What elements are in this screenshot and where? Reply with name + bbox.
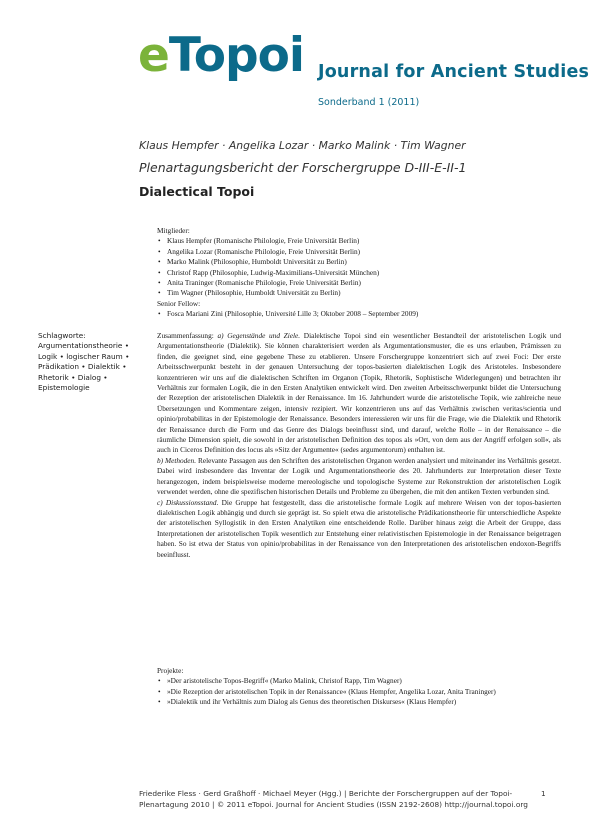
section-a-heading: a) Gegenstände und Ziele. (217, 331, 301, 340)
projects-heading: Projekte: (157, 666, 184, 675)
footer-line-2: Plenartagung 2010 | © 2011 eTopoi. Journal for Ancient Studies (ISSN 2192-2608) http://journal.topoi.org (139, 799, 528, 809)
abstract (157, 331, 561, 560)
keyword: Dialog (77, 372, 101, 382)
keyword: Dialektik (87, 362, 120, 372)
page-footer (139, 789, 559, 810)
senior-fellow-item: • Fosca Mariani Zini (Philosophie, Université Lille 3; Oktober 2008 – September 2009) (157, 309, 457, 319)
senior-fellow-heading: Senior Fellow: (157, 298, 201, 308)
logo-e-letter: e (138, 28, 169, 83)
projects-list (157, 676, 561, 707)
group-title: Dialectical Topoi (139, 184, 255, 199)
abstract-section-c (157, 498, 561, 560)
project-item: • »Die Rezeption der aristotelischen Topik in der Renaissance« (Klaus Hempfer, Angelika Lozar, Anita Traninger) (157, 687, 561, 697)
logo-topoi-word: Topoi (168, 28, 305, 83)
members-block (157, 226, 457, 320)
member-item: • Angelika Lozar (Romanische Philologie, Freie Universität Berlin) (157, 247, 457, 257)
project-item: • »Dialektik und ihr Verhältnis zum Dialog als Genus des theoretischen Diskurses« (Klaus Hempfer) (157, 697, 561, 707)
abstract-section-a (157, 331, 561, 456)
keywords-block: Schlagworte: Argumentationstheorie • Logik • logischer Raum • Prädikation • Dialektik • Rhetorik • Dialog • Epistemologie (38, 331, 130, 393)
keyword: Rhetorik (38, 372, 69, 382)
section-c-text: Die Gruppe hat festgestellt, dass die aristotelische formale Logik auf mehrere Weisen von der topos-basierten dialektischen Logik abhängig und durch sie geprägt ist. So spielt etwa die aristotelische Prädikationstheorie für unterschiedliche Aspekte der aristotelischen Syllogistik in den Ersten Analytiken eine entscheidende Rolle. Darüber hinaus zeigt die Arbeit der Gruppe, dass Interpretationen der aristotelischen Topik wesentlich zur Entstehung einer relativistischen Epistemologie in der Renaissance beigetragen haben. So ist etwa der Status von opinio/probabilitas in der Renaissance von den Interpretationen des aristotelischen endoxon-Begriffs beeinflusst. (157, 497, 561, 559)
section-a-text: Dialektische Topoi sind ein wesentlicher Bestandteil der aristotelischen Logik und Argumentationstheorie (Dialektik). Sie können charakterisiert werden als Argumentationsmuster, die es uns erlauben, Prämissen zu finden, die geeignet sind, eine gegebene These zu etablieren. Unsere Forschergruppe konzentriert sich auf zwei Foci: Der erste Arbeitsschwerpunkt besteht in der genauen Untersuchung der topos-basierten dialektischen Logik des Aristoteles. Insbesondere konzentrieren wir uns auf die dialektischen Schriften im Organon (Topik, Rhetorik, Sophistische Widerlegungen) und betrachten ihr Verhältnis zur formalen Logik, die in den Ersten Analytiken entwickelt wird. Den zweiten Arbeitsschwerpunkt bildet die Untersuchung der Rezeption der aristotelischen Dialektik in der Renaissance. Im 16. Jahrhundert wurde die aristotelische Topik, wie zahlreiche neue Übersetzungen und Kommentare zeigen, intensiv rezipiert. Wir konzentrieren uns auf das Verhältnis zwischen veritas/scientia und opinio/probabilitas in der Epistemologie der Renaissance. Besonders interessieren wir uns für die Frage, wie die Dialektik und Rhetorik der Renaissance durch die Form und das Genre des Dialogs beeinflusst sind, und darauf, welche Rolle – in der Renaissance – die räumliche Dimension spielt, die sowohl in der aristotelischen Definition des topos als »Ort, von dem aus der Angriff erfolgen soll«, als auch in Ciceros Definition des locus als »Sitz der Argumente« (sedes argumentorum) enthalten ist. (157, 331, 561, 455)
keyword: Prädikation (38, 362, 79, 372)
members-list (157, 236, 457, 298)
footer-line-1: Friederike Fless · Gerd Graßhoff · Michael Meyer (Hgg.) | Berichte der Forschergruppen auf der Topoi- (139, 789, 513, 798)
journal-title: Journal for Ancient Studies (318, 62, 590, 82)
projects-block (157, 666, 561, 708)
section-b-heading: b) Methoden. (157, 455, 197, 465)
member-item: • Marko Malink (Philosophie, Humboldt Universität zu Berlin) (157, 257, 457, 267)
member-item: • Christof Rapp (Philosophie, Ludwig-Maximilians-Universität München) (157, 268, 457, 278)
keyword: logischer Raum (66, 351, 123, 361)
section-b-text: Relevante Passagen aus den Schriften des aristotelischen Organon werden analysiert und miteinander ins Verhältnis gesetzt. Dabei wird insbesondere das Inventar der Logik und Argumentationstheorie des 20. Jahrhunderts zur Interpretation dieser Texte herangezogen, indem beispielsweise moderne mereologische und topologische Systeme zur Rekonstruktion der aristotelischen Logik verwendet werden, ohne die spezifischen historischen Details und Probleme zu übergehen, die mit den antiken Texten verbunden sind. (157, 455, 562, 497)
volume-label: Sonderband 1 (2011) (318, 97, 420, 108)
project-item: • »Der aristotelische Topos-Begriff« (Marko Malink, Christof Rapp, Tim Wagner) (157, 676, 561, 686)
member-item: • Anita Traninger (Romanische Philologie, Freie Universität Berlin) (157, 278, 457, 288)
authors: Klaus Hempfer · Angelika Lozar · Marko Malink · Tim Wagner (139, 139, 466, 152)
member-item: • Klaus Hempfer (Romanische Philologie, Freie Universität Berlin) (157, 236, 457, 246)
member-item: • Tim Wagner (Philosophie, Humboldt Universität zu Berlin) (157, 288, 457, 298)
abstract-section-b (157, 456, 561, 498)
keywords-label: Schlagworte: (38, 331, 86, 340)
members-heading: Mitglieder: (157, 226, 190, 235)
etopoi-logo (138, 30, 304, 82)
senior-fellow-list (157, 309, 457, 319)
keyword: Argumentationstheorie (38, 341, 123, 351)
page-number: 1 (541, 789, 546, 798)
section-c-heading: c) Diskussionsstand. (157, 497, 219, 507)
report-title: Plenartagungsbericht der Forschergruppe D-III-E-II-1 (139, 160, 467, 175)
abstract-label: Zusammenfassung: (157, 331, 214, 340)
keyword: Logik (38, 351, 58, 361)
keyword: Epistemologie (38, 383, 90, 393)
